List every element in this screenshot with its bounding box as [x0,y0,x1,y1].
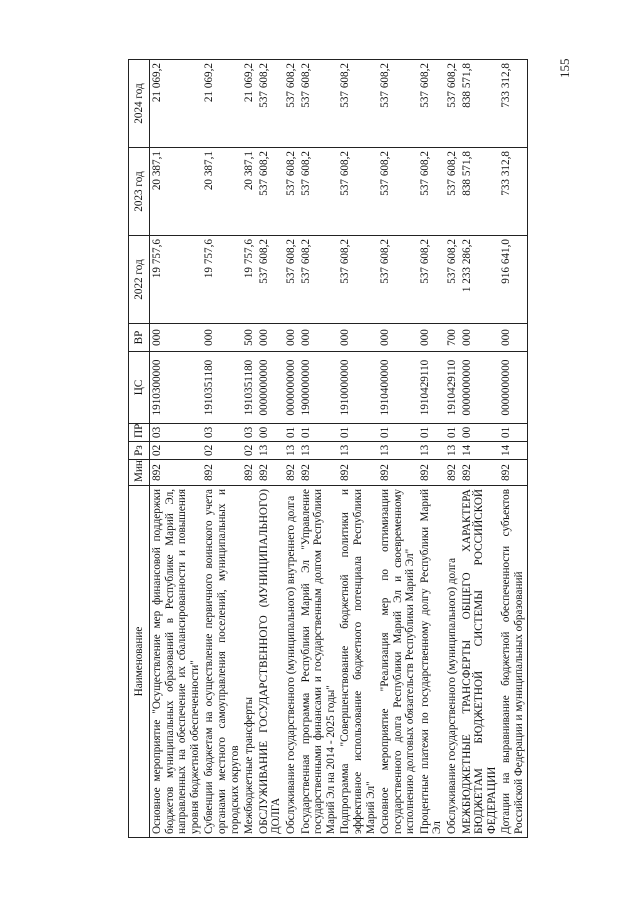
cell-min: 892 [338,460,378,486]
cell-y2022: 1 233 286,2 [460,236,500,324]
cell-vr: 000 [150,324,203,352]
table-row [418,60,445,838]
cell-name: МЕЖБЮДЖЕТНЫЕ ТРАНСФЕРТЫ ОБЩЕГО ХАРАКТЕРА БЮДЖЕТАМ БЮДЖЕТНОЙ СИСТЕМЫ РОССИЙСКОЙ ФЕДЕРАЦИИ [460,486,500,838]
cell-y2023: 537 608,2 [284,148,299,236]
cell-vr: 000 [257,324,284,352]
budget-table [128,59,528,838]
header-min: Мин [129,460,150,486]
cell-rz: 13 [257,442,284,460]
cell-rz: 13 [299,442,339,460]
cell-y2023: 537 608,2 [445,148,460,236]
cell-vr: 000 [499,324,527,352]
cell-vr: 000 [299,324,339,352]
cell-name: Обслуживание государственного (муниципального) внутреннего долга [284,486,299,838]
table-row [257,60,284,838]
cell-y2023: 20 387,1 [202,148,242,236]
cell-y2024: 21 069,2 [150,60,203,148]
cell-y2023: 537 608,2 [257,148,284,236]
cell-y2022: 537 608,2 [284,236,299,324]
cell-vr: 700 [445,324,460,352]
header-2023: 2023 год [129,148,150,236]
table-row [284,60,299,838]
cell-cs: 1910429110 [445,352,460,424]
cell-min: 892 [257,460,284,486]
cell-y2024: 21 069,2 [242,60,257,148]
table-row [202,60,242,838]
cell-y2023: 537 608,2 [378,148,418,236]
cell-pr: 01 [378,424,418,442]
cell-cs: 0000000000 [499,352,527,424]
header-vr: ВР [129,324,150,352]
cell-y2024: 733 312,8 [499,60,527,148]
cell-min: 892 [418,460,445,486]
cell-y2023: 20 387,1 [242,148,257,236]
header-pr: ПР [129,424,150,442]
cell-pr: 01 [445,424,460,442]
cell-vr: 000 [338,324,378,352]
cell-rz: 13 [418,442,445,460]
cell-vr: 000 [378,324,418,352]
cell-min: 892 [378,460,418,486]
cell-pr: 03 [202,424,242,442]
cell-y2022: 537 608,2 [445,236,460,324]
cell-y2022: 537 608,2 [299,236,339,324]
cell-y2022: 537 608,2 [378,236,418,324]
cell-name: Процентные платежи по государственному долгу Республики Марий Эл [418,486,445,838]
cell-cs: 0000000000 [257,352,284,424]
cell-cs: 1910429110 [418,352,445,424]
cell-rz: 13 [338,442,378,460]
cell-vr: 000 [202,324,242,352]
header-rz: Рз [129,442,150,460]
cell-pr: 00 [257,424,284,442]
cell-cs: 1910351180 [242,352,257,424]
cell-rz: 14 [499,442,527,460]
cell-y2022: 537 608,2 [418,236,445,324]
cell-vr: 000 [460,324,500,352]
cell-y2022: 19 757,6 [202,236,242,324]
cell-min: 892 [202,460,242,486]
cell-name: ОБСЛУЖИВАНИЕ ГОСУДАРСТВЕННОГО (МУНИЦИПАЛЬНОГО) ДОЛГА [257,486,284,838]
cell-y2023: 537 608,2 [418,148,445,236]
cell-pr: 01 [418,424,445,442]
cell-y2022: 537 608,2 [338,236,378,324]
cell-name: Субвенции бюджетам на осуществление первичного воинского учета органами местного самоуправления поселений, муниципальных и городских округов [202,486,242,838]
cell-cs: 1910300000 [150,352,203,424]
page-number: 155 [557,58,572,78]
cell-min: 892 [445,460,460,486]
cell-y2024: 537 608,2 [299,60,339,148]
cell-min: 892 [284,460,299,486]
cell-pr: 03 [150,424,203,442]
cell-y2023: 733 312,8 [499,148,527,236]
cell-y2024: 21 069,2 [202,60,242,148]
cell-y2024: 537 608,2 [257,60,284,148]
cell-y2024: 537 608,2 [445,60,460,148]
cell-y2023: 537 608,2 [338,148,378,236]
header-2022: 2022 год [129,236,150,324]
cell-vr: 000 [418,324,445,352]
table-body [150,60,528,838]
header-row [129,60,150,838]
header-name: Наименование [129,486,150,838]
table-row [242,60,257,838]
cell-min: 892 [299,460,339,486]
cell-y2022: 19 757,6 [150,236,203,324]
cell-name: Подпрограмма "Совершенствование бюджетной политики и эффективное использование бюджетного потенциала Республики Марий Эл" [338,486,378,838]
table-row [378,60,418,838]
cell-y2024: 537 608,2 [378,60,418,148]
cell-cs: 1910000000 [338,352,378,424]
cell-y2022: 19 757,6 [242,236,257,324]
cell-min: 892 [499,460,527,486]
table-row [150,60,203,838]
cell-cs: 1910400000 [378,352,418,424]
cell-min: 892 [460,460,500,486]
cell-pr: 01 [338,424,378,442]
cell-name: Основное мероприятие "Реализация мер по оптимизации государственного долга Республики Марий Эл и своевременному исполнению долговых обязательств Республики Марий Эл" [378,486,418,838]
cell-rz: 02 [242,442,257,460]
cell-y2022: 916 641,0 [499,236,527,324]
table-row [460,60,500,838]
cell-y2024: 537 608,2 [338,60,378,148]
cell-name: Дотации на выравнивание бюджетной обеспеченности субъектов Российской Федерации и муниципальных образований [499,486,527,838]
cell-y2023: 537 608,2 [299,148,339,236]
cell-cs: 0000000000 [460,352,500,424]
cell-cs: 0000000000 [284,352,299,424]
cell-rz: 13 [284,442,299,460]
table-row [499,60,527,838]
cell-name: Государственная программа Республики Марий Эл "Управление государственными финансами и государственным долгом Республики Марий Эл на 2014 - 2025 годы" [299,486,339,838]
cell-rz: 14 [460,442,500,460]
cell-name: Обслуживание государственного (муниципального) долга [445,486,460,838]
cell-y2024: 537 608,2 [418,60,445,148]
cell-cs: 1910351180 [202,352,242,424]
cell-rz: 02 [202,442,242,460]
table-row [299,60,339,838]
header-2024: 2024 год [129,60,150,148]
cell-name: Основное мероприятие "Осуществление мер финансовой поддержки бюджетов муниципальных образований в Республике Марий Эл, направленных на обеспечение их сбалансированности и повышения уровня бюджетной обеспеченности" [150,486,203,838]
table-row [338,60,378,838]
cell-name: Межбюджетные трансферты [242,486,257,838]
cell-pr: 00 [460,424,500,442]
cell-rz: 13 [445,442,460,460]
cell-y2022: 537 608,2 [257,236,284,324]
cell-pr: 03 [242,424,257,442]
cell-pr: 01 [284,424,299,442]
cell-vr: 000 [284,324,299,352]
cell-cs: 1900000000 [299,352,339,424]
cell-pr: 01 [299,424,339,442]
header-cs: ЦС [129,352,150,424]
cell-y2023: 20 387,1 [150,148,203,236]
cell-y2024: 838 571,8 [460,60,500,148]
cell-y2024: 537 608,2 [284,60,299,148]
cell-rz: 13 [378,442,418,460]
cell-min: 892 [150,460,203,486]
cell-rz: 02 [150,442,203,460]
cell-pr: 01 [499,424,527,442]
table-row [445,60,460,838]
cell-vr: 500 [242,324,257,352]
cell-min: 892 [242,460,257,486]
cell-y2023: 838 571,8 [460,148,500,236]
